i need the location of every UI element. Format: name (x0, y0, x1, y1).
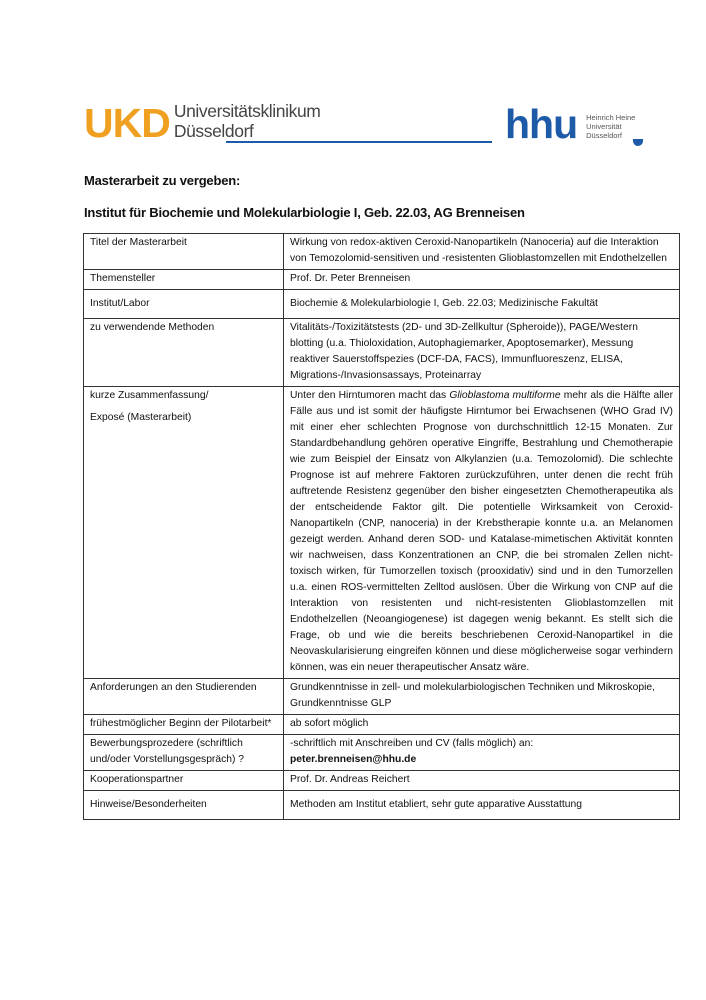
contact-email-link[interactable]: peter.brenneisen@hhu.de (290, 754, 417, 765)
ukd-logo-line2: Düsseldorf (173, 121, 254, 141)
row-value (284, 735, 680, 771)
row-label (84, 387, 284, 679)
expose-text-italic: Glioblastoma multiforme (449, 390, 561, 401)
ukd-logo-mark: UKD (84, 100, 170, 146)
row-value: Vitalitäts-/Toxizitätstests (2D- und 3D-Zellkultur (Spheroide)), PAGE/Western blotting (u.a. Thioloxidation, Autophagiemarker, Apoptosemarker), Messung reaktiver Sauerstoffspezies (DCF-DA, FACS), Immunfluoreszenz, ELISA, Migrations-/Invasionsassays, Proteinarray (284, 319, 680, 387)
hhu-logo-line3: Düsseldorf (586, 131, 622, 140)
ukd-logo-text (174, 101, 321, 141)
table-row-themensteller (84, 270, 680, 290)
row-value: Grundkenntnisse in zell- und molekularbiologischen Techniken und Mikroskopie, Grundkenntnisse GLP (284, 679, 680, 715)
row-label: Hinweise/Besonderheiten (84, 791, 284, 820)
ukd-logo (84, 101, 320, 145)
hhu-logo (505, 101, 636, 147)
ukd-logo-line1: Universitätsklinikum (173, 101, 321, 121)
row-value: Methoden am Institut etabliert, sehr gute apparative Ausstattung (284, 791, 680, 820)
header-rule (226, 141, 492, 143)
row-value: Biochemie & Molekularbiologie I, Geb. 22.03; Medizinische Fakultät (284, 290, 680, 319)
bewerbung-text: -schriftlich mit Anschreiben und CV (falls möglich) an: (290, 738, 534, 749)
table-row-beginn (84, 715, 680, 735)
expose-text-pre: Unter den Hirntumoren macht das (290, 390, 450, 401)
institute-heading: Institut für Biochemie und Molekularbiologie I, Geb. 22.03, AG Brenneisen (84, 205, 525, 220)
row-value: ab sofort möglich (284, 715, 680, 735)
table-row-kooperation (84, 771, 680, 791)
row-value (284, 387, 680, 679)
row-label: Institut/Labor (84, 290, 284, 319)
row-label: Titel der Masterarbeit (84, 234, 284, 270)
hhu-logo-line2: Universität (586, 122, 622, 131)
row-value: Prof. Dr. Peter Brenneisen (284, 270, 680, 290)
row-label: Themensteller (84, 270, 284, 290)
row-value: Wirkung von redox-aktiven Ceroxid-Nanopartikeln (Nanoceria) auf die Interaktion von Temozolomid-sensitiven und -resistenten Glioblastomzellen mit Endothelzellen (284, 234, 680, 270)
table-row-methoden (84, 319, 680, 387)
row-label: frühestmöglicher Beginn der Pilotarbeit* (84, 715, 284, 735)
row-value: Prof. Dr. Andreas Reichert (284, 771, 680, 791)
thesis-info-table (83, 233, 680, 820)
expose-label-line1: kurze Zusammenfassung/ (90, 390, 209, 401)
hhu-logo-text (586, 113, 635, 140)
table-row-titel (84, 234, 680, 270)
table-row-institut (84, 290, 680, 319)
page-title: Masterarbeit zu vergeben: (84, 173, 241, 188)
expose-label-line2: Exposé (Masterarbeit) (90, 412, 192, 423)
table-row-anforderungen (84, 679, 680, 715)
row-label: Bewerbungsprozedere (schriftlich und/oder Vorstellungsgespräch) ? (84, 735, 284, 771)
expose-text-post: mehr als die Hälfte aller Fälle aus und ist somit der häufigste Hirntumor bei Erwachsenen (WHO Grad IV) mit einer eher schlechten Prognose von durchschnittlich 12-15 Monaten. Zur Standardbehandlung gehören operative Eingriffe, Bestrahlung und Chemotherapie wie zum Beispiel der Einsatz von Alkylanzien (u.a. Temozolomid). Die schlechte Prognose ist auf mehrere Faktoren zurückzuführen, unter denen die recht früh auftretende Resistenz gegenüber den bisher eingesetzten Chemotherapeutika als der entscheidende Faktor gilt. Die potentielle Wirksamkeit von Ceroxid-Nanopartikeln (CNP, nanoceria) in der Krebstherapie konnte u.a. an Melanomen gezeigt werden. Anhand deren SOD- und Katalase-mimetischen Aktivität konnten wir nachweisen, dass Konzentrationen an CNP, die bei stromalen Zellen nicht-toxisch wirken, für Tumorzellen toxisch (prooxidativ) sind und in den Tumorzellen u.a. einen ROS-vermittelten Zelltod auslösen. Über die Wirkung von CNP auf die Interaktion von resistenten und nicht-resistenten Glioblastomzellen mit Endothelzellen (Neoangiogenese) ist dagegen wenig bekannt. Es stellt sich die Frage, ob und wie die bereits beschriebenen Ceroxid-Nanopartikel in die Neovaskularisierung eingreifen können und diese möglicherweise sogar verhindern können, was ein neuer therapeutischer Ansatz wäre. (290, 390, 674, 673)
hhu-logo-line1: Heinrich Heine (586, 113, 636, 122)
row-label: Kooperationspartner (84, 771, 284, 791)
hhu-logo-mark: hhu (505, 101, 578, 147)
hhu-logo-dot (633, 139, 643, 146)
table-row-expose (84, 387, 680, 679)
table-row-bewerbung (84, 735, 680, 771)
table-row-hinweise (84, 791, 680, 820)
row-label: zu verwendende Methoden (84, 319, 284, 387)
row-label: Anforderungen an den Studierenden (84, 679, 284, 715)
